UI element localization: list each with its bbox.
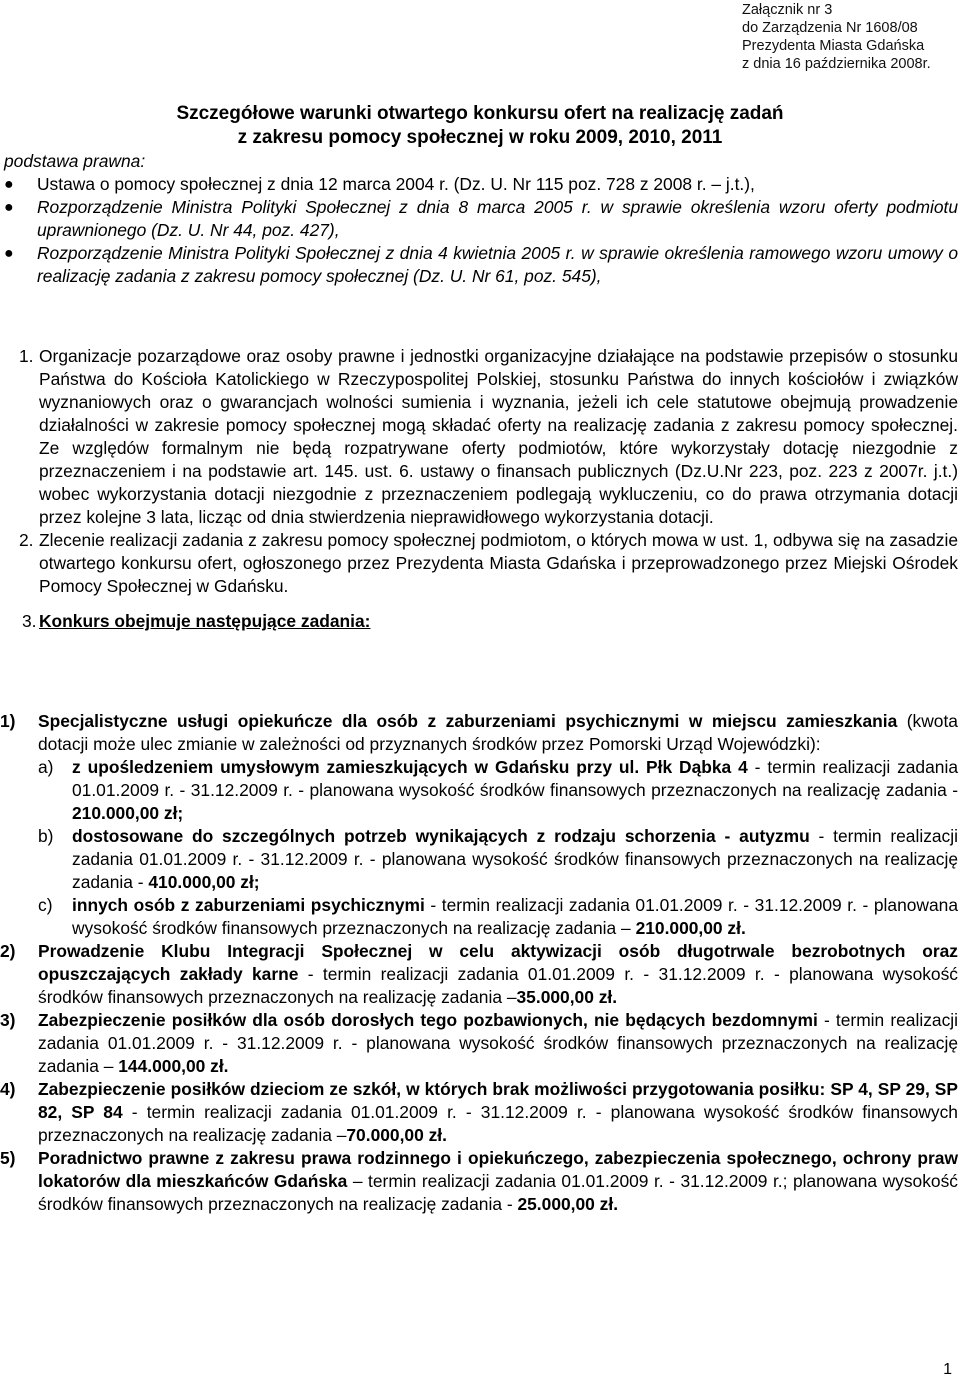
task-text: - termin realizacji zadania 01.01.2009 r. - 31.12.2009 r. - planowana wysokość środków finansowych przeznaczonych na realizację zadania – bbox=[38, 1102, 958, 1145]
annex-line: Prezydenta Miasta Gdańska bbox=[742, 38, 925, 54]
task-amount: 144.000,00 zł. bbox=[118, 1056, 229, 1076]
task-4 bbox=[0, 1078, 958, 1147]
task-number: 2) bbox=[0, 941, 16, 961]
legal-basis-text: Rozporządzenie Ministra Polityki Społecznej z dnia 4 kwietnia 2005 r. w sprawie określenia ramowego wzoru umowy o realizację zadania z zakresu pomocy społecznej (Dz. U. Nr 61, poz. 545), bbox=[37, 243, 958, 286]
point-3 bbox=[0, 610, 958, 633]
legal-basis-label: podstawa prawna: bbox=[4, 151, 146, 171]
point-2 bbox=[0, 529, 958, 598]
task-text: – termin realizacji zadania 01.01.2009 r. - 31.12.2009 r.; planowana wysokość środków finansowych przeznaczonych na realizację zadania - bbox=[38, 1171, 958, 1214]
task-title: Specjalistyczne usługi opiekuńcze dla osób z zaburzeniami psychicznymi w miejscu zamieszkania bbox=[38, 711, 898, 731]
point-1 bbox=[0, 345, 958, 529]
annex-line: Załącznik nr 3 bbox=[742, 2, 833, 18]
task-title: Zabezpieczenie posiłków dla osób dorosłych tego pozbawionych, nie będących bezdomnymi bbox=[38, 1010, 818, 1030]
annex-line: z dnia 16 października 2008r. bbox=[742, 56, 931, 72]
task-text: - termin realizacji zadania 01.01.2009 r. - 31.12.2009 r. - planowana wysokość środków finansowych przeznaczonych na realizację zadania – bbox=[38, 964, 958, 1007]
task-title: Prowadzenie Klubu Integracji Społecznej w celu aktywizacji osób długotrwale bezrobotnych oraz opuszczających zakłady karne bbox=[38, 941, 958, 984]
legal-basis-text: Ustawa o pomocy społecznej z dnia 12 marca 2004 r. (Dz. U. Nr 115 poz. 728 z 2008 r. – j.t.), bbox=[37, 174, 755, 194]
task-text: - termin realizacji zadania 01.01.2009 r. - 31.12.2009 r. - planowana wysokość środków finansowych przeznaczonych na realizację zadania – bbox=[38, 1010, 958, 1076]
task-1b bbox=[0, 825, 958, 894]
subtask-amount: 210.000,00 zł. bbox=[635, 918, 746, 938]
point-number: 2. bbox=[19, 530, 34, 550]
document-title bbox=[0, 102, 960, 150]
legal-basis-list bbox=[4, 173, 958, 288]
task-1 bbox=[0, 710, 958, 756]
title-line: Szczegółowe warunki otwartego konkursu ofert na realizację zadań bbox=[176, 103, 784, 124]
task-amount: 35.000,00 zł. bbox=[516, 987, 618, 1007]
subtask-letter: b) bbox=[38, 826, 54, 846]
subtask-title: dostosowane do szczególnych potrzeb wynikających z rodzaju schorzenia - autyzmu bbox=[72, 826, 810, 846]
task-amount: 70.000,00 zł. bbox=[346, 1125, 447, 1145]
task-list bbox=[0, 710, 958, 1216]
task-title: Poradnictwo prawne z zakresu prawa rodzinnego i opiekuńczego, zabezpieczenia społecznego, ochrony praw lokatorów dla mieszkańców Gdańska bbox=[38, 1148, 958, 1191]
point-number: 3. bbox=[22, 611, 37, 631]
bullet-icon: ● bbox=[4, 245, 14, 262]
bullet-icon: ● bbox=[4, 199, 14, 216]
subtask-text: - termin realizacji zadania 01.01.2009 r. - 31.12.2009 r. - planowana wysokość środków finansowych przeznaczonych na realizację zadania - bbox=[72, 826, 958, 892]
task-5 bbox=[0, 1147, 958, 1216]
annex-header bbox=[742, 1, 931, 73]
task-3 bbox=[0, 1009, 958, 1078]
task-number: 5) bbox=[0, 1148, 16, 1168]
subtask-title: z upośledzeniem umysłowym zamieszkujących w Gdańsku przy ul. Płk Dąbka 4 bbox=[72, 757, 748, 777]
point-number: 1. bbox=[19, 346, 34, 366]
subtask-letter: a) bbox=[38, 757, 54, 777]
subtask-letter: c) bbox=[38, 895, 53, 915]
subtask-amount: 210.000,00 zł; bbox=[72, 803, 184, 823]
annex-line: do Zarządzenia Nr 1608/08 bbox=[742, 20, 918, 36]
legal-basis-item bbox=[4, 242, 958, 288]
subtask-title: innych osób z zaburzeniami psychicznymi bbox=[72, 895, 425, 915]
task-1c bbox=[0, 894, 958, 940]
task-1a bbox=[0, 756, 958, 825]
task-number: 1) bbox=[0, 711, 16, 731]
task-amount: 25.000,00 zł. bbox=[517, 1194, 619, 1214]
legal-basis-item bbox=[4, 173, 958, 196]
task-text: (kwota dotacji może ulec zmianie w zależności od przyznanych środków przez Pomorski Urząd Wojewódzki): bbox=[38, 711, 958, 754]
point-text: Zlecenie realizacji zadania z zakresu pomocy społecznej podmiotom, o których mowa w ust. 1, odbywa się na zasadzie otwartego konkursu ofert, ogłoszonego przez Prezydenta Miasta Gdańska i przeprowadzonego przez Miejski Ośrodek Pomocy Społecznej w Gdańsku. bbox=[39, 530, 958, 596]
point-heading: Konkurs obejmuje następujące zadania: bbox=[39, 611, 371, 631]
task-2 bbox=[0, 940, 958, 1009]
subtask-text: - termin realizacji zadania 01.01.2009 r. - 31.12.2009 r. - planowana wysokość środków finansowych przeznaczonych na realizację zadania - bbox=[72, 757, 958, 800]
page-number: 1 bbox=[943, 1361, 952, 1378]
subtask-text: - termin realizacji zadania 01.01.2009 r. - 31.12.2009 r. - planowana wysokość środków finansowych przeznaczonych na realizację zadania – bbox=[72, 895, 959, 938]
task-number: 4) bbox=[0, 1079, 16, 1099]
bullet-icon: ● bbox=[4, 176, 14, 193]
task-title: Zabezpieczenie posiłków dzieciom ze szkół, w których brak możliwości przygotowania posiłku: SP 4, SP 29, SP 82, SP 84 bbox=[38, 1079, 958, 1122]
subtask-amount: 410.000,00 zł; bbox=[148, 872, 260, 892]
title-line: z zakresu pomocy społecznej w roku 2009, 2010, 2011 bbox=[237, 127, 723, 148]
task-number: 3) bbox=[0, 1010, 16, 1030]
legal-basis-text: Rozporządzenie Ministra Polityki Społecznej z dnia 8 marca 2005 r. w sprawie określenia wzoru oferty podmiotu uprawnionego (Dz. U. Nr 44, poz. 427), bbox=[37, 197, 958, 240]
numbered-points bbox=[0, 345, 958, 633]
legal-basis-item bbox=[4, 196, 958, 242]
point-text: Organizacje pozarządowe oraz osoby prawne i jednostki organizacyjne działające na podstawie przepisów o stosunku Państwa do Kościoła Katolickiego w Rzeczypospolitej Polskiej, stosunku Państwa do innych kościołów i związków wyznaniowych oraz o gwarancjach wolności sumienia i wyznania, jeżeli ich cele statutowe obejmują prowadzenie działalności w zakresie pomocy społecznej mogą składać oferty na realizację zadania z zakresu pomocy społecznej. Ze względów formalnym nie będą rozpatrywane oferty podmiotów, które wykorzystały dotację niezgodnie z przeznaczeniem i na podstawie art. 145. ust. 6. ustawy o finansach publicznych (Dz.U.Nr 223, poz. 223 z 2007r. j.t.) wobec wykorzystania dotacji niezgodnie z przeznaczeniem podlegają wykluczeniu, co do prawa otrzymania dotacji przez kolejne 3 lata, licząc od dnia stwierdzenia nieprawidłowego wykorzystania dotacji. bbox=[39, 346, 958, 527]
